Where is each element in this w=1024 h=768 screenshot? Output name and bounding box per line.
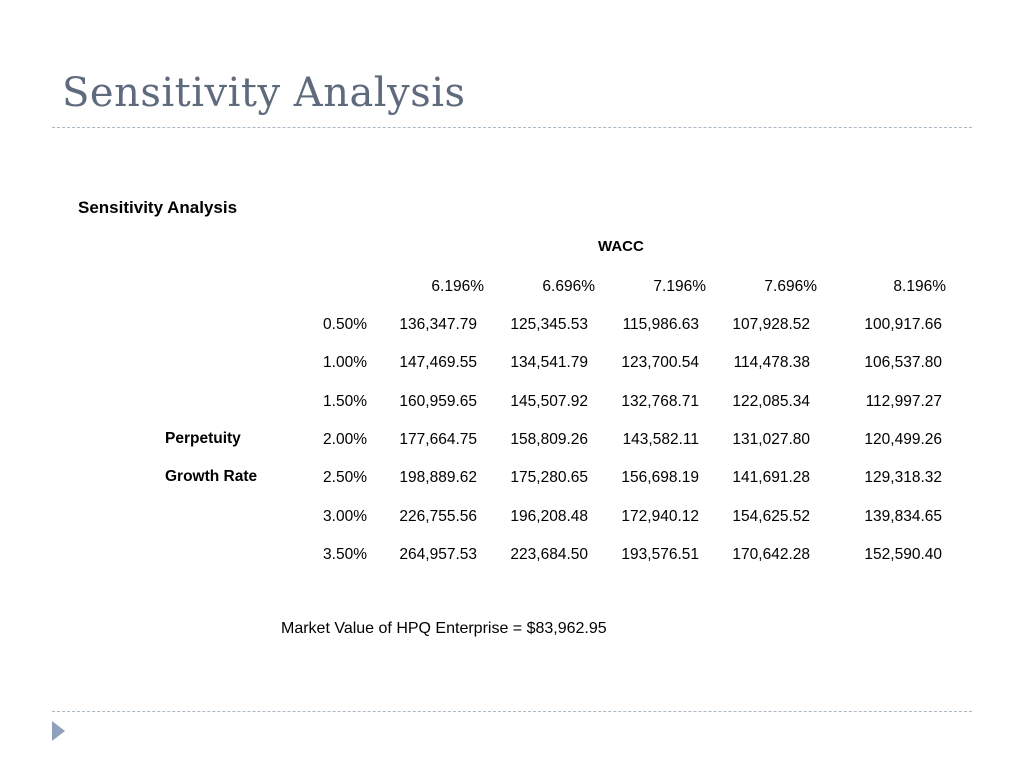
valuation-cell: 152,590.40 bbox=[864, 545, 942, 563]
valuation-cell: 131,027.80 bbox=[732, 430, 810, 448]
title-divider bbox=[52, 127, 972, 128]
valuation-cell: 196,208.48 bbox=[510, 507, 588, 525]
wacc-header-cell: 7.696% bbox=[764, 278, 817, 295]
valuation-cell: 158,809.26 bbox=[510, 430, 588, 448]
valuation-cell: 177,664.75 bbox=[399, 430, 477, 448]
growth-rate-cell: 1.50% bbox=[323, 392, 367, 410]
valuation-cell: 139,834.65 bbox=[864, 507, 942, 525]
valuation-cell: 145,507.92 bbox=[510, 392, 588, 410]
row-group-label-perpetuity: Perpetuity bbox=[165, 430, 241, 447]
valuation-cell: 107,928.52 bbox=[732, 316, 810, 333]
wacc-header-cell: 8.196% bbox=[893, 278, 946, 295]
valuation-cell: 106,537.80 bbox=[864, 354, 942, 372]
valuation-cell: 136,347.79 bbox=[399, 316, 477, 333]
valuation-cell: 132,768.71 bbox=[621, 392, 699, 410]
valuation-cell: 114,478.38 bbox=[733, 354, 810, 372]
valuation-cell: 193,576.51 bbox=[621, 545, 699, 563]
growth-rate-cell: 2.00% bbox=[323, 430, 367, 448]
growth-rate-cell: 3.00% bbox=[323, 507, 367, 525]
slide-title: Sensitivity Analysis bbox=[62, 70, 466, 116]
valuation-cell: 120,499.26 bbox=[864, 430, 942, 448]
table-heading: Sensitivity Analysis bbox=[78, 198, 238, 217]
valuation-cell: 175,280.65 bbox=[510, 469, 588, 487]
valuation-cell: 143,582.11 bbox=[622, 430, 699, 448]
valuation-cell: 115,986.63 bbox=[622, 316, 699, 333]
valuation-cell: 122,085.34 bbox=[732, 392, 810, 410]
growth-rate-cell: 2.50% bbox=[323, 469, 367, 487]
growth-rate-cell: 3.50% bbox=[323, 545, 367, 563]
valuation-cell: 141,691.28 bbox=[732, 469, 810, 487]
wacc-header-cell: 6.196% bbox=[431, 278, 484, 295]
valuation-cell: 129,318.32 bbox=[864, 469, 942, 487]
triangle-bullet-icon bbox=[52, 721, 65, 741]
valuation-cell: 123,700.54 bbox=[621, 354, 699, 372]
market-value-note: Market Value of HPQ Enterprise = $83,962.95 bbox=[281, 620, 607, 637]
growth-rate-cell: 0.50% bbox=[323, 316, 367, 333]
growth-rate-cell: 1.00% bbox=[323, 354, 367, 372]
wacc-header-cell: 6.696% bbox=[542, 278, 595, 295]
footer-divider bbox=[52, 711, 972, 712]
valuation-cell: 100,917.66 bbox=[864, 316, 942, 333]
valuation-cell: 198,889.62 bbox=[399, 469, 477, 487]
valuation-cell: 223,684.50 bbox=[510, 545, 588, 563]
valuation-cell: 170,642.28 bbox=[732, 545, 810, 563]
valuation-cell: 112,997.27 bbox=[865, 392, 942, 410]
valuation-cell: 154,625.52 bbox=[732, 507, 810, 525]
valuation-cell: 160,959.65 bbox=[399, 392, 477, 410]
valuation-cell: 172,940.12 bbox=[621, 507, 699, 525]
valuation-cell: 147,469.55 bbox=[399, 354, 477, 372]
valuation-cell: 125,345.53 bbox=[510, 316, 588, 333]
valuation-cell: 226,755.56 bbox=[399, 507, 477, 525]
row-group-label-growth-rate: Growth Rate bbox=[165, 468, 258, 485]
wacc-header-cell: 7.196% bbox=[653, 278, 706, 295]
wacc-column-label: WACC bbox=[598, 238, 644, 255]
valuation-cell: 156,698.19 bbox=[621, 469, 699, 487]
valuation-cell: 264,957.53 bbox=[399, 545, 477, 563]
valuation-cell: 134,541.79 bbox=[510, 354, 588, 372]
